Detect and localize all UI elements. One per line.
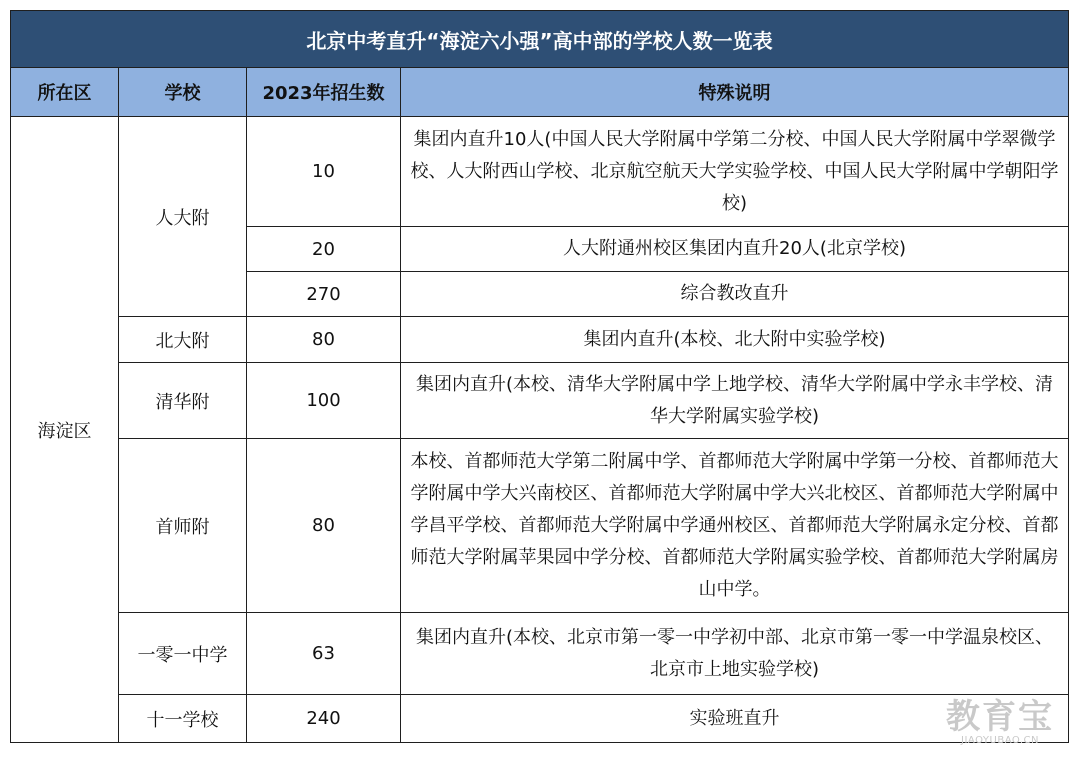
note-cell: 集团内直升(本校、清华大学附属中学上地学校、清华大学附属中学永丰学校、清华大学附属实验学校) xyxy=(401,363,1069,439)
note-cell: 实验班直升 xyxy=(401,695,1069,743)
table-row xyxy=(11,439,1069,613)
table-row xyxy=(11,613,1069,695)
enrollment-cell: 80 xyxy=(247,439,401,613)
school-cell: 十一学校 xyxy=(119,695,247,743)
enrollment-cell: 63 xyxy=(247,613,401,695)
school-cell: 人大附 xyxy=(119,117,247,317)
enrollment-cell: 100 xyxy=(247,363,401,439)
note-cell: 人大附通州校区集团内直升20人(北京学校) xyxy=(401,227,1069,272)
enrollment-cell: 80 xyxy=(247,317,401,363)
title-row xyxy=(11,11,1069,68)
note-cell: 集团内直升(本校、北京市第一零一中学初中部、北京市第一零一中学温泉校区、北京市上地实验学校) xyxy=(401,613,1069,695)
watermark-sub: JIAOYUBAO.CN xyxy=(961,735,1039,746)
header-district: 所在区 xyxy=(11,68,119,117)
table-row xyxy=(11,363,1069,439)
school-cell: 首师附 xyxy=(119,439,247,613)
enrollment-cell: 270 xyxy=(247,272,401,317)
note-cell: 集团内直升10人(中国人民大学附属中学第二分校、中国人民大学附属中学翠微学校、人大附西山学校、北京航空航天大学实验学校、中国人民大学附属中学朝阳学校) xyxy=(401,117,1069,227)
school-cell: 清华附 xyxy=(119,363,247,439)
district-cell: 海淀区 xyxy=(11,117,119,743)
table-row xyxy=(11,695,1069,743)
table-row xyxy=(11,117,1069,227)
enrollment-table xyxy=(10,10,1069,743)
enrollment-cell: 240 xyxy=(247,695,401,743)
note-cell: 综合教改直升 xyxy=(401,272,1069,317)
header-school: 学校 xyxy=(119,68,247,117)
school-cell: 一零一中学 xyxy=(119,613,247,695)
header-notes: 特殊说明 xyxy=(401,68,1069,117)
enrollment-cell: 20 xyxy=(247,227,401,272)
table-row xyxy=(11,317,1069,363)
watermark-main: 教育宝 xyxy=(946,697,1054,737)
header-row xyxy=(11,68,1069,117)
table-title: 北京中考直升“海淀六小强”高中部的学校人数一览表 xyxy=(11,11,1069,68)
school-cell: 北大附 xyxy=(119,317,247,363)
header-enrollment: 2023年招生数 xyxy=(247,68,401,117)
enrollment-cell: 10 xyxy=(247,117,401,227)
note-cell: 本校、首都师范大学第二附属中学、首都师范大学附属中学第一分校、首都师范大学附属中学大兴南校区、首都师范大学附属中学大兴北校区、首都师范大学附属中学昌平学校、首都师范大学附属中学通州校区、首都师范大学附属永定分校、首都师范大学附属苹果园中学分校、首都师范大学附属实验学校、首都师范大学附属房山中学。 xyxy=(401,439,1069,613)
note-cell: 集团内直升(本校、北大附中实验学校) xyxy=(401,317,1069,363)
